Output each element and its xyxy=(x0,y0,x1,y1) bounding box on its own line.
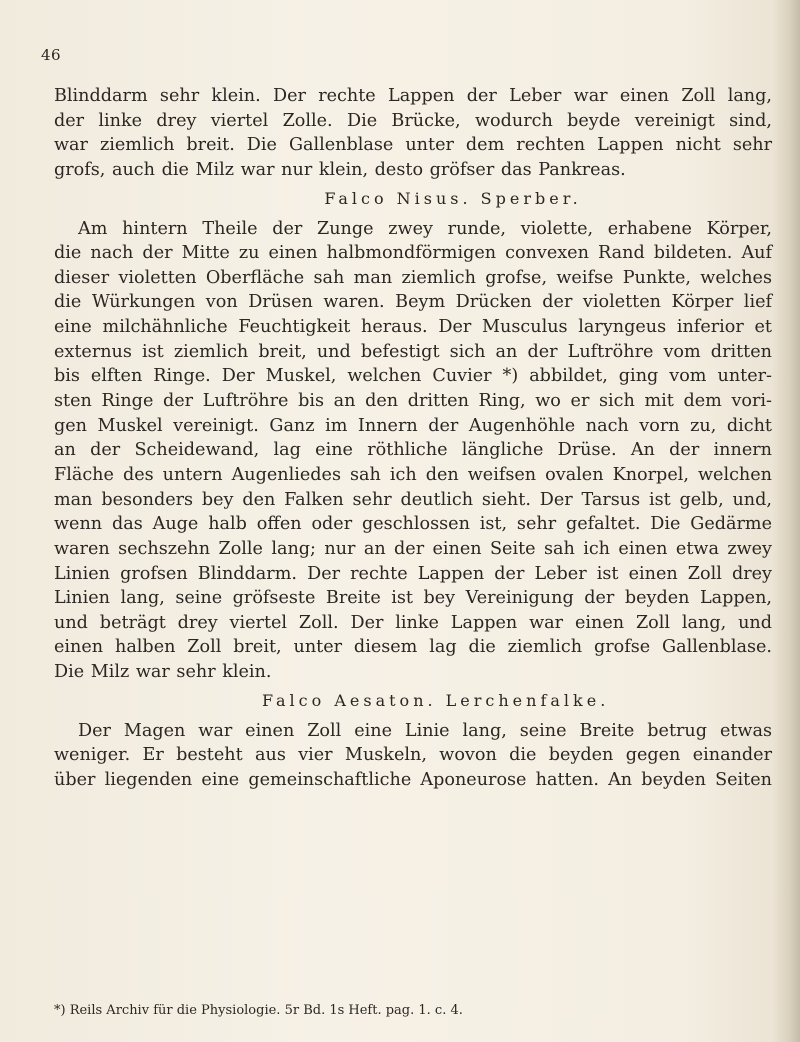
text-line: Fläche des untern Augenliedes sah ich den weifsen ovalen Knorpel, welchen xyxy=(54,464,772,485)
text-line: dieser violetten Oberfläche sah man ziemlich grofse, weifse Punkte, welches xyxy=(54,267,772,288)
footnote: *) Reils Archiv für die Physiologie. 5r Bd. 1s Heft. pag. 1. c. 4. xyxy=(54,1003,463,1018)
body-text xyxy=(54,84,772,793)
paragraph-1 xyxy=(54,84,772,183)
text-line: wenn das Auge halb offen oder geschlossen ist, sehr gefaltet. Die Gedärme xyxy=(54,514,772,535)
paragraph-2 xyxy=(54,217,772,685)
text-line: und beträgt drey viertel Zoll. Der linke Lappen war einen Zoll lang, und xyxy=(54,612,772,633)
text-line: über liegenden eine gemeinschaftliche Aponeurose hatten. An beyden Seiten xyxy=(54,770,772,791)
text-line: waren sechszehn Zolle lang; nur an der einen Seite sah ich einen etwa zwey xyxy=(54,538,772,559)
text-line: gen Muskel vereinigt. Ganz im Innern der Augenhöhle nach vorn zu, dicht xyxy=(54,415,772,436)
text-line: sten Ringe der Luftröhre bis an den dritten Ring, wo er sich mit dem vori- xyxy=(54,391,772,412)
text-line: Blinddarm sehr klein. Der rechte Lappen der Leber war einen Zoll lang, xyxy=(54,86,772,106)
text-line: einen halben Zoll breit, unter diesem lag die ziemlich grofse Gallenblase. xyxy=(54,637,772,658)
page-edge-shadow xyxy=(772,0,800,1042)
text-line: eine milchähnliche Feuchtigkeit heraus. Der Musculus laryngeus inferior et xyxy=(54,317,772,338)
page-number: 46 xyxy=(41,46,62,64)
text-line: Am hintern Theile der Zunge zwey runde, violette, erhabene Körper, xyxy=(78,218,772,239)
text-line: man besonders bey den Falken sehr deutlich sieht. Der Tarsus ist gelb, und, xyxy=(54,489,772,510)
text-line: externus ist ziemlich breit, und befestigt sich an der Luftröhre vom dritten xyxy=(54,341,772,362)
text-line: der linke drey viertel Zolle. Die Brücke, wodurch beyde vereinigt sind, xyxy=(54,110,772,131)
text-line: bis elften Ringe. Der Muskel, welchen Cuvier *) abbildet, ging vom unter- xyxy=(54,366,772,387)
text-line: war ziemlich breit. Die Gallenblase unter dem rechten Lappen nicht sehr xyxy=(54,135,772,156)
text-line: die Würkungen von Drüsen waren. Beym Drücken der violetten Körper lief xyxy=(54,292,772,313)
text-line: weniger. Er besteht aus vier Muskeln, wovon die beyden gegen einander xyxy=(54,745,772,766)
text-line: Linien lang, seine gröfseste Breite ist bey Vereinigung der beyden Lappen, xyxy=(54,588,772,609)
paragraph-3 xyxy=(54,719,772,793)
section-heading-falco-aesaton: Falco Aesaton. Lerchenfalke. xyxy=(262,690,610,710)
text-line: an der Scheidewand, lag eine röthliche längliche Drüse. An der innern xyxy=(54,440,772,461)
text-line: Die Milz war sehr klein. xyxy=(54,662,272,683)
text-line: Linien grofsen Blinddarm. Der rechte Lappen der Leber ist einen Zoll drey xyxy=(54,563,772,584)
section-heading-falco-nisus: Falco Nisus. Sperber. xyxy=(324,188,582,208)
text-line: grofs, auch die Milz war nur klein, desto gröfser das Pankreas. xyxy=(54,159,626,180)
text-line: Der Magen war einen Zoll eine Linie lang, seine Breite betrug etwas xyxy=(78,720,772,741)
text-line: die nach der Mitte zu einen halbmondförmigen convexen Rand bildeten. Auf xyxy=(54,243,772,264)
